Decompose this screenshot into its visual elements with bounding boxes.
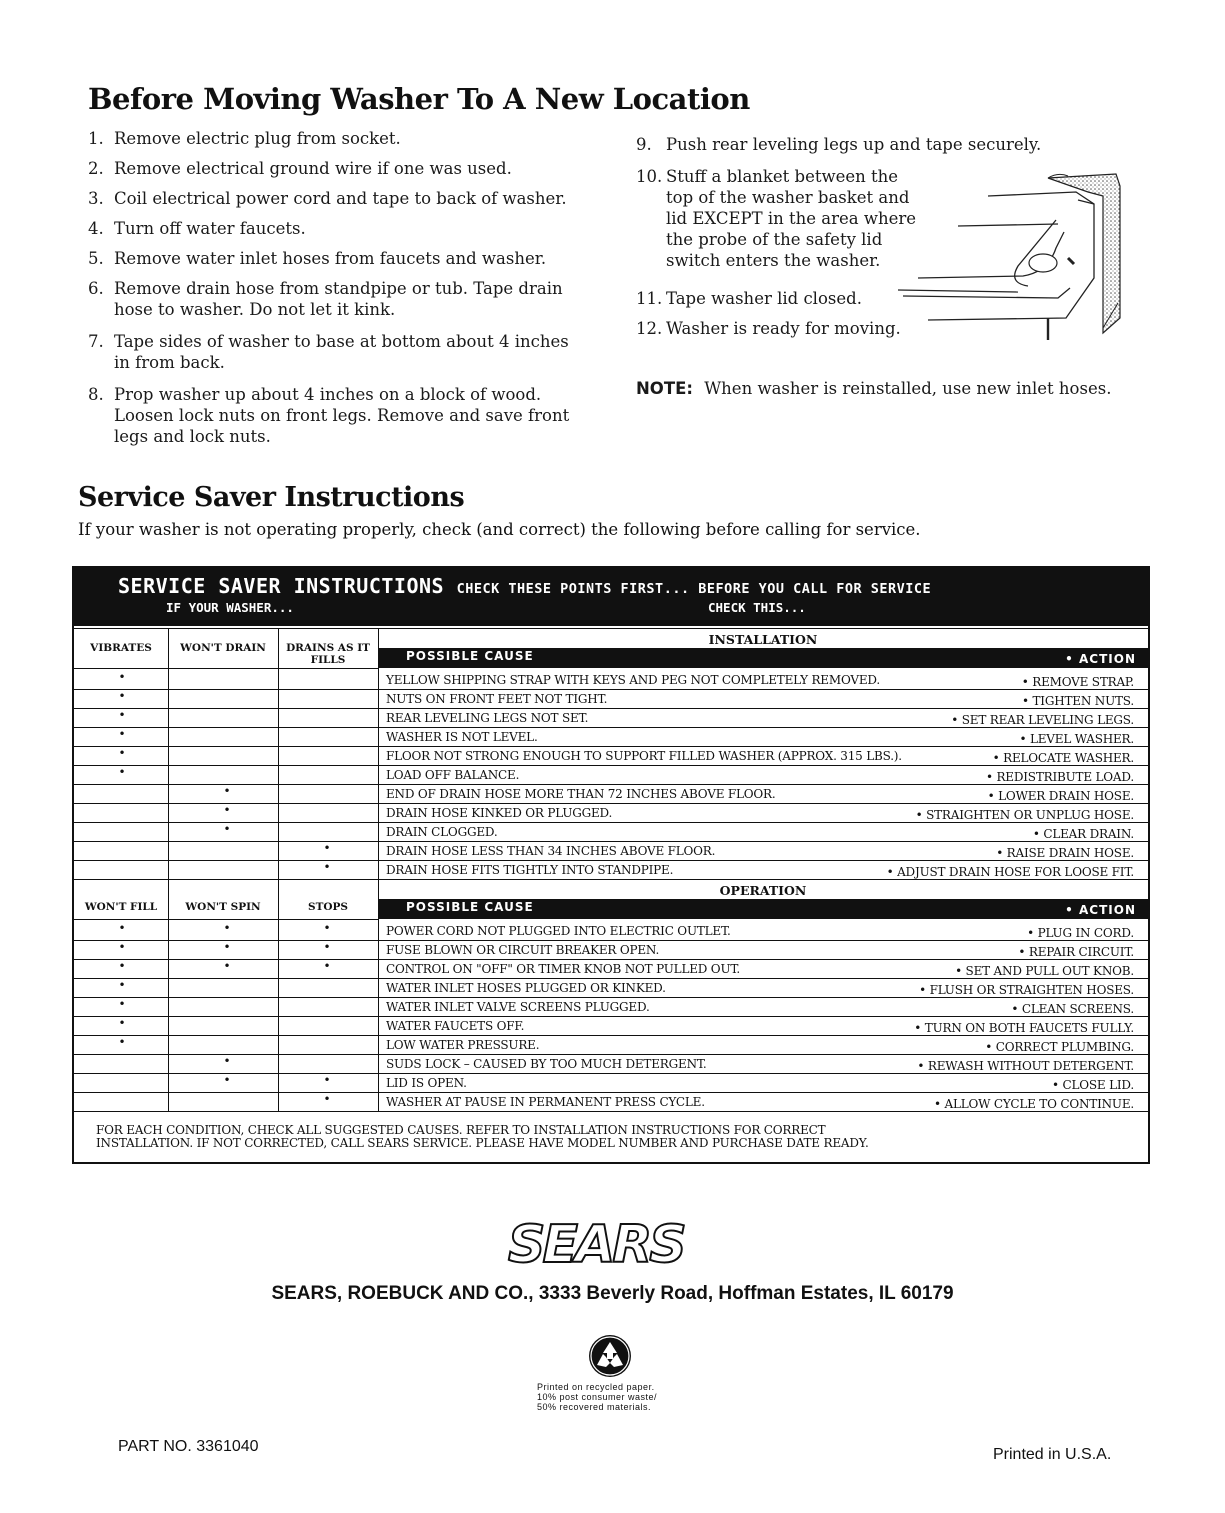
table-row — [74, 959, 1148, 979]
printed-in: Printed in U.S.A. — [993, 1446, 1112, 1463]
possible-cause: CONTROL ON "OFF" OR TIMER KNOB NOT PULLED OUT. — [386, 962, 741, 976]
table-row — [74, 746, 1148, 766]
table-row — [74, 670, 1148, 690]
check-mark: • — [118, 921, 126, 935]
table-row — [74, 727, 1148, 747]
possible-cause: WASHER AT PAUSE IN PERMANENT PRESS CYCLE. — [386, 1095, 705, 1109]
table-title-main: SERVICE SAVER INSTRUCTIONS — [118, 574, 445, 598]
action-label: • ACTION — [1065, 903, 1136, 917]
table-row — [74, 1035, 1148, 1055]
check-mark: • — [118, 1016, 126, 1030]
table-row — [74, 1073, 1148, 1093]
check-mark: • — [323, 959, 331, 973]
cause-action-bar — [378, 648, 1148, 668]
table-row — [74, 765, 1148, 785]
service-saver-intro: If your washer is not operating properly, check (and correct) the following before calling for service. — [78, 520, 921, 539]
check-mark: • — [118, 1035, 126, 1049]
action: • REDISTRIBUTE LOAD. — [985, 770, 1134, 784]
step-text: Tape washer lid closed. — [666, 289, 862, 308]
table-row — [74, 978, 1148, 998]
possible-cause: END OF DRAIN HOSE MORE THAN 72 INCHES ABOVE FLOOR. — [386, 787, 776, 801]
check-mark: • — [118, 978, 126, 992]
step-number: 4. — [88, 219, 104, 238]
column-header: DRAINS AS IT FILLS — [286, 642, 370, 666]
possible-cause-label: POSSIBLE CAUSE — [406, 649, 534, 663]
step-text: Tape sides of washer to base at bottom about 4 inches in from back. — [114, 332, 569, 372]
check-mark: • — [323, 841, 331, 855]
check-mark: • — [323, 1092, 331, 1106]
check-mark: • — [118, 959, 126, 973]
table-title-sub: CHECK THESE POINTS FIRST... BEFORE YOU CALL FOR SERVICE — [456, 581, 932, 597]
action: • PLUG IN CORD. — [1027, 926, 1134, 940]
recycle-icon — [587, 1333, 633, 1379]
section-title-moving: Before Moving Washer To A New Location — [88, 82, 750, 116]
action: • ADJUST DRAIN HOSE FOR LOOSE FIT. — [886, 865, 1134, 879]
moving-step — [636, 288, 918, 309]
table-row — [74, 860, 1148, 880]
part-number: PART NO. 3361040 — [118, 1438, 259, 1455]
possible-cause: WATER INLET VALVE SCREENS PLUGGED. — [386, 1000, 650, 1014]
step-text: Turn off water faucets. — [114, 219, 306, 238]
check-mark: • — [223, 1054, 231, 1068]
table-title — [118, 574, 931, 598]
possible-cause: NUTS ON FRONT FEET NOT TIGHT. — [386, 692, 608, 706]
column-header: WON'T FILL — [84, 901, 158, 913]
step-text: Push rear leveling legs up and tape securely. — [666, 135, 1042, 154]
cause-action-bar — [378, 899, 1148, 919]
column-rule — [278, 628, 279, 1111]
step-number: 2. — [88, 159, 104, 178]
table-row — [74, 940, 1148, 960]
column-group-check: CHECK THIS... — [708, 600, 806, 615]
recycle-line: 10% post consumer waste/ — [537, 1392, 658, 1402]
section-label-operation: OPERATION — [719, 883, 807, 898]
possible-cause: LID IS OPEN. — [386, 1076, 467, 1090]
moving-step — [88, 158, 588, 179]
check-mark: • — [323, 940, 331, 954]
check-mark: • — [223, 940, 231, 954]
column-rule — [168, 628, 169, 1111]
step-text: Washer is ready for moving. — [666, 319, 901, 338]
note-label: NOTE: — [636, 379, 693, 398]
check-mark: • — [223, 784, 231, 798]
action: • REMOVE STRAP. — [1021, 675, 1134, 689]
moving-step — [88, 278, 588, 320]
column-header: WON'T SPIN — [185, 901, 261, 913]
header-rule — [74, 668, 378, 669]
check-mark: • — [223, 921, 231, 935]
check-mark: • — [118, 997, 126, 1011]
check-mark: • — [118, 765, 126, 779]
section-title-service-saver: Service Saver Instructions — [78, 482, 465, 513]
step-number: 5. — [88, 249, 104, 268]
step-number: 9. — [636, 135, 652, 154]
column-header: VIBRATES — [90, 642, 152, 654]
moving-step — [636, 166, 918, 271]
moving-step — [88, 384, 588, 447]
check-mark: • — [118, 940, 126, 954]
column-header: STOPS — [307, 901, 349, 913]
action: • STRAIGHTEN OR UNPLUG HOSE. — [915, 808, 1134, 822]
recycle-line: Printed on recycled paper. — [537, 1382, 655, 1392]
action: • CLEAN SCREENS. — [1011, 1002, 1134, 1016]
moving-step — [88, 128, 588, 149]
possible-cause: LOAD OFF BALANCE. — [386, 768, 520, 782]
check-mark: • — [118, 670, 126, 684]
header-rule — [74, 919, 378, 920]
possible-cause: YELLOW SHIPPING STRAP WITH KEYS AND PEG NOT COMPLETELY REMOVED. — [386, 673, 881, 687]
check-mark: • — [118, 746, 126, 760]
possible-cause: FUSE BLOWN OR CIRCUIT BREAKER OPEN. — [386, 943, 660, 957]
action: • REWASH WITHOUT DETERGENT. — [917, 1059, 1134, 1073]
table-row — [74, 803, 1148, 823]
step-text: Remove electrical ground wire if one was used. — [114, 159, 512, 178]
moving-step — [88, 248, 588, 269]
table-footnote — [96, 1124, 869, 1150]
step-text: Remove water inlet hoses from faucets and washer. — [114, 249, 547, 268]
step-number: 8. — [88, 385, 104, 404]
check-mark: • — [118, 708, 126, 722]
table-row — [74, 689, 1148, 709]
possible-cause: DRAIN CLOGGED. — [386, 825, 498, 839]
check-mark: • — [223, 1073, 231, 1087]
possible-cause: DRAIN HOSE LESS THAN 34 INCHES ABOVE FLOOR. — [386, 844, 716, 858]
check-mark: • — [118, 727, 126, 741]
action: • TIGHTEN NUTS. — [1022, 694, 1134, 708]
table-row — [74, 822, 1148, 842]
step-text: Remove electric plug from socket. — [114, 129, 401, 148]
footnote-line: INSTALLATION. IF NOT CORRECTED, CALL SEARS SERVICE. PLEASE HAVE MODEL NUMBER AND PURCHASE DATE READY. — [96, 1136, 869, 1150]
action: • RELOCATE WASHER. — [992, 751, 1134, 765]
company-address: SEARS, ROEBUCK AND CO., 3333 Beverly Road, Hoffman Estates, IL 60179 — [271, 1283, 954, 1304]
check-mark: • — [118, 689, 126, 703]
action-label: • ACTION — [1065, 652, 1136, 666]
column-group-symptom: IF YOUR WASHER... — [166, 600, 294, 615]
action: • SET REAR LEVELING LEGS. — [951, 713, 1134, 727]
table-row — [74, 1092, 1148, 1112]
possible-cause: LOW WATER PRESSURE. — [386, 1038, 540, 1052]
action: • LOWER DRAIN HOSE. — [987, 789, 1134, 803]
check-mark: • — [223, 959, 231, 973]
sears-logo: SEARS — [508, 1215, 684, 1275]
possible-cause: DRAIN HOSE FITS TIGHTLY INTO STANDPIPE. — [386, 863, 674, 877]
moving-step — [636, 318, 918, 339]
action: • TURN ON BOTH FAUCETS FULLY. — [914, 1021, 1134, 1035]
possible-cause: WASHER IS NOT LEVEL. — [386, 730, 538, 744]
action: • CORRECT PLUMBING. — [985, 1040, 1134, 1054]
action: • CLEAR DRAIN. — [1032, 827, 1134, 841]
step-text: Remove drain hose from standpipe or tub. Tape drain hose to washer. Do not let it kink. — [114, 279, 563, 319]
note — [636, 378, 1111, 399]
table-row — [74, 708, 1148, 728]
recycled-paper-note — [537, 1382, 657, 1412]
table-row — [74, 841, 1148, 861]
action: • RAISE DRAIN HOSE. — [996, 846, 1134, 860]
action: • CLOSE LID. — [1052, 1078, 1134, 1092]
step-number: 12. — [636, 319, 663, 338]
check-mark: • — [323, 1073, 331, 1087]
step-number: 10. — [636, 167, 663, 186]
possible-cause: POWER CORD NOT PLUGGED INTO ELECTRIC OUTLET. — [386, 924, 731, 938]
step-number: 7. — [88, 332, 104, 351]
step-number: 3. — [88, 189, 104, 208]
step-text: Prop washer up about 4 inches on a block of wood. Loosen lock nuts on front legs. Remove and save front legs and lock nuts. — [114, 385, 570, 446]
action: • FLUSH OR STRAIGHTEN HOSES. — [919, 983, 1134, 997]
check-mark: • — [223, 822, 231, 836]
moving-step — [88, 331, 588, 373]
moving-step — [88, 188, 588, 209]
possible-cause: SUDS LOCK – CAUSED BY TOO MUCH DETERGENT. — [386, 1057, 707, 1071]
possible-cause: WATER FAUCETS OFF. — [386, 1019, 525, 1033]
section-label-installation: INSTALLATION — [708, 632, 818, 647]
possible-cause-label: POSSIBLE CAUSE — [406, 900, 534, 914]
action: • LEVEL WASHER. — [1019, 732, 1134, 746]
action: • ALLOW CYCLE TO CONTINUE. — [933, 1097, 1134, 1111]
moving-step — [636, 134, 1056, 155]
possible-cause: REAR LEVELING LEGS NOT SET. — [386, 711, 589, 725]
check-mark: • — [323, 921, 331, 935]
table-row — [74, 997, 1148, 1017]
column-header: WON'T DRAIN — [180, 642, 266, 654]
footnote-line: FOR EACH CONDITION, CHECK ALL SUGGESTED CAUSES. REFER TO INSTALLATION INSTRUCTIONS FOR CORRECT — [96, 1123, 826, 1137]
possible-cause: WATER INLET HOSES PLUGGED OR KINKED. — [386, 981, 666, 995]
possible-cause: FLOOR NOT STRONG ENOUGH TO SUPPORT FILLED WASHER (APPROX. 315 LBS.). — [386, 749, 902, 763]
step-text: Coil electrical power cord and tape to back of washer. — [114, 189, 567, 208]
step-number: 11. — [636, 289, 663, 308]
action: • SET AND PULL OUT KNOB. — [955, 964, 1134, 978]
service-saver-table-header — [74, 568, 1148, 626]
table-row — [74, 784, 1148, 804]
check-mark: • — [223, 803, 231, 817]
washer-lid-illustration — [898, 168, 1123, 343]
section-divider — [74, 628, 1148, 629]
action: • REPAIR CIRCUIT. — [1018, 945, 1134, 959]
table-row — [74, 921, 1148, 941]
moving-step — [88, 218, 588, 239]
note-text: When washer is reinstalled, use new inlet hoses. — [704, 379, 1112, 398]
check-mark: • — [323, 860, 331, 874]
possible-cause: DRAIN HOSE KINKED OR PLUGGED. — [386, 806, 613, 820]
step-number: 1. — [88, 129, 104, 148]
step-text: Stuff a blanket between the top of the washer basket and lid EXCEPT in the area where the probe of the safety lid switch enters the washer. — [666, 167, 917, 270]
table-row — [74, 1054, 1148, 1074]
recycle-line: 50% recovered materials. — [537, 1402, 652, 1412]
table-row — [74, 1016, 1148, 1036]
step-number: 6. — [88, 279, 104, 298]
column-rule — [378, 628, 379, 1111]
